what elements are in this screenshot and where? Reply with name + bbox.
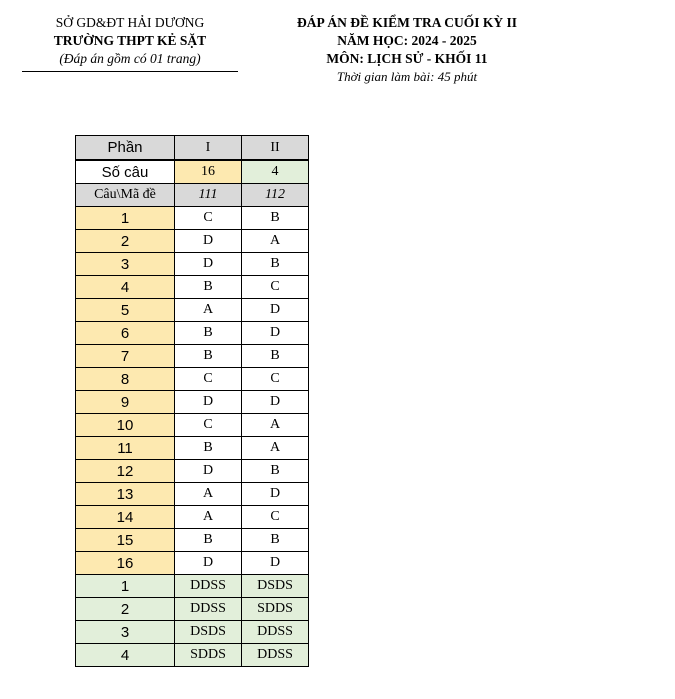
answer-code-111: B: [175, 437, 242, 460]
answer-code-112: DDSS: [242, 621, 309, 644]
answer-code-112: D: [242, 483, 309, 506]
answer-code-111: D: [175, 552, 242, 575]
table-row: [76, 460, 309, 483]
subject-line: MÔN: LỊCH SỬ - KHỐI 11: [326, 51, 488, 66]
answer-code-111: B: [175, 276, 242, 299]
question-number: 4: [76, 276, 175, 299]
question-number: 13: [76, 483, 175, 506]
answer-code-112: D: [242, 322, 309, 345]
table-row: [76, 621, 309, 644]
table-row: [76, 414, 309, 437]
table-header-row: [76, 136, 309, 161]
answer-key-table: [75, 135, 309, 667]
table-row: [76, 345, 309, 368]
question-number: 2: [76, 598, 175, 621]
answer-code-111: A: [175, 506, 242, 529]
question-number: 1: [76, 575, 175, 598]
question-count-row: [76, 160, 309, 184]
answer-code-111: D: [175, 391, 242, 414]
question-count-part-2: 4: [242, 160, 309, 184]
page-count-note: (Đáp án gồm có 01 trang): [59, 51, 201, 66]
answer-code-112: B: [242, 207, 309, 230]
exam-code-1: 111: [175, 184, 242, 207]
table-row: [76, 529, 309, 552]
table-row: [76, 483, 309, 506]
question-number: 15: [76, 529, 175, 552]
header-part-1: I: [175, 136, 242, 161]
table-row: [76, 644, 309, 667]
answer-code-111: B: [175, 345, 242, 368]
table-row: [76, 552, 309, 575]
header-part-label: Phần: [76, 136, 175, 161]
answer-code-112: C: [242, 368, 309, 391]
exam-code-row: [76, 184, 309, 207]
school-name: TRƯỜNG THPT KẺ SẶT: [53, 33, 207, 48]
answer-code-112: SDDS: [242, 598, 309, 621]
header-left: [10, 14, 250, 72]
question-number: 10: [76, 414, 175, 437]
question-number: 6: [76, 322, 175, 345]
table-row: [76, 207, 309, 230]
table-row: [76, 598, 309, 621]
answer-code-112: C: [242, 506, 309, 529]
answer-code-112: DDSS: [242, 644, 309, 667]
header-divider: [22, 71, 238, 72]
exam-duration: Thời gian làm bài: 45 phút: [336, 69, 478, 84]
table-row: [76, 322, 309, 345]
answer-code-112: D: [242, 552, 309, 575]
question-count-part-1: 16: [175, 160, 242, 184]
answer-code-111: C: [175, 414, 242, 437]
school-year: NĂM HỌC: 2024 - 2025: [337, 33, 477, 48]
question-number: 2: [76, 230, 175, 253]
answer-code-112: A: [242, 230, 309, 253]
answer-code-111: A: [175, 483, 242, 506]
question-number: 1: [76, 207, 175, 230]
answer-code-112: A: [242, 437, 309, 460]
answer-code-111: C: [175, 368, 242, 391]
question-number: 12: [76, 460, 175, 483]
answer-code-111: DDSS: [175, 575, 242, 598]
answer-code-111: DDSS: [175, 598, 242, 621]
answer-code-111: B: [175, 322, 242, 345]
table-row: [76, 506, 309, 529]
answer-code-112: C: [242, 276, 309, 299]
answer-code-111: SDDS: [175, 644, 242, 667]
answer-code-111: C: [175, 207, 242, 230]
table-row: [76, 230, 309, 253]
answer-code-112: B: [242, 460, 309, 483]
exam-code-label: Câu\Mã đề: [76, 184, 175, 207]
table-row: [76, 391, 309, 414]
exam-code-2: 112: [242, 184, 309, 207]
question-number: 8: [76, 368, 175, 391]
answer-code-112: D: [242, 299, 309, 322]
question-number: 14: [76, 506, 175, 529]
question-number: 11: [76, 437, 175, 460]
answer-code-112: DSDS: [242, 575, 309, 598]
question-number: 3: [76, 253, 175, 276]
answer-code-111: D: [175, 460, 242, 483]
answer-code-112: A: [242, 414, 309, 437]
answer-code-111: DSDS: [175, 621, 242, 644]
answer-code-111: D: [175, 230, 242, 253]
answer-code-111: A: [175, 299, 242, 322]
header-part-2: II: [242, 136, 309, 161]
table-row: [76, 368, 309, 391]
table-row: [76, 437, 309, 460]
answer-code-112: B: [242, 253, 309, 276]
question-number: 9: [76, 391, 175, 414]
question-number: 7: [76, 345, 175, 368]
answer-code-112: B: [242, 345, 309, 368]
header-right: [262, 14, 552, 86]
question-number: 5: [76, 299, 175, 322]
question-count-label: Số câu: [76, 160, 175, 184]
part-1-answers: [76, 207, 309, 575]
answer-code-111: D: [175, 253, 242, 276]
answer-code-112: D: [242, 391, 309, 414]
department-name: SỞ GD&ĐT HẢI DƯƠNG: [55, 15, 205, 30]
table-row: [76, 299, 309, 322]
table-row: [76, 575, 309, 598]
table-row: [76, 276, 309, 299]
question-number: 16: [76, 552, 175, 575]
part-2-answers: [76, 575, 309, 667]
question-number: 3: [76, 621, 175, 644]
table-row: [76, 253, 309, 276]
answer-code-111: B: [175, 529, 242, 552]
answer-code-112: B: [242, 529, 309, 552]
question-number: 4: [76, 644, 175, 667]
document-title: ĐÁP ÁN ĐỀ KIỂM TRA CUỐI KỲ II: [297, 15, 517, 30]
